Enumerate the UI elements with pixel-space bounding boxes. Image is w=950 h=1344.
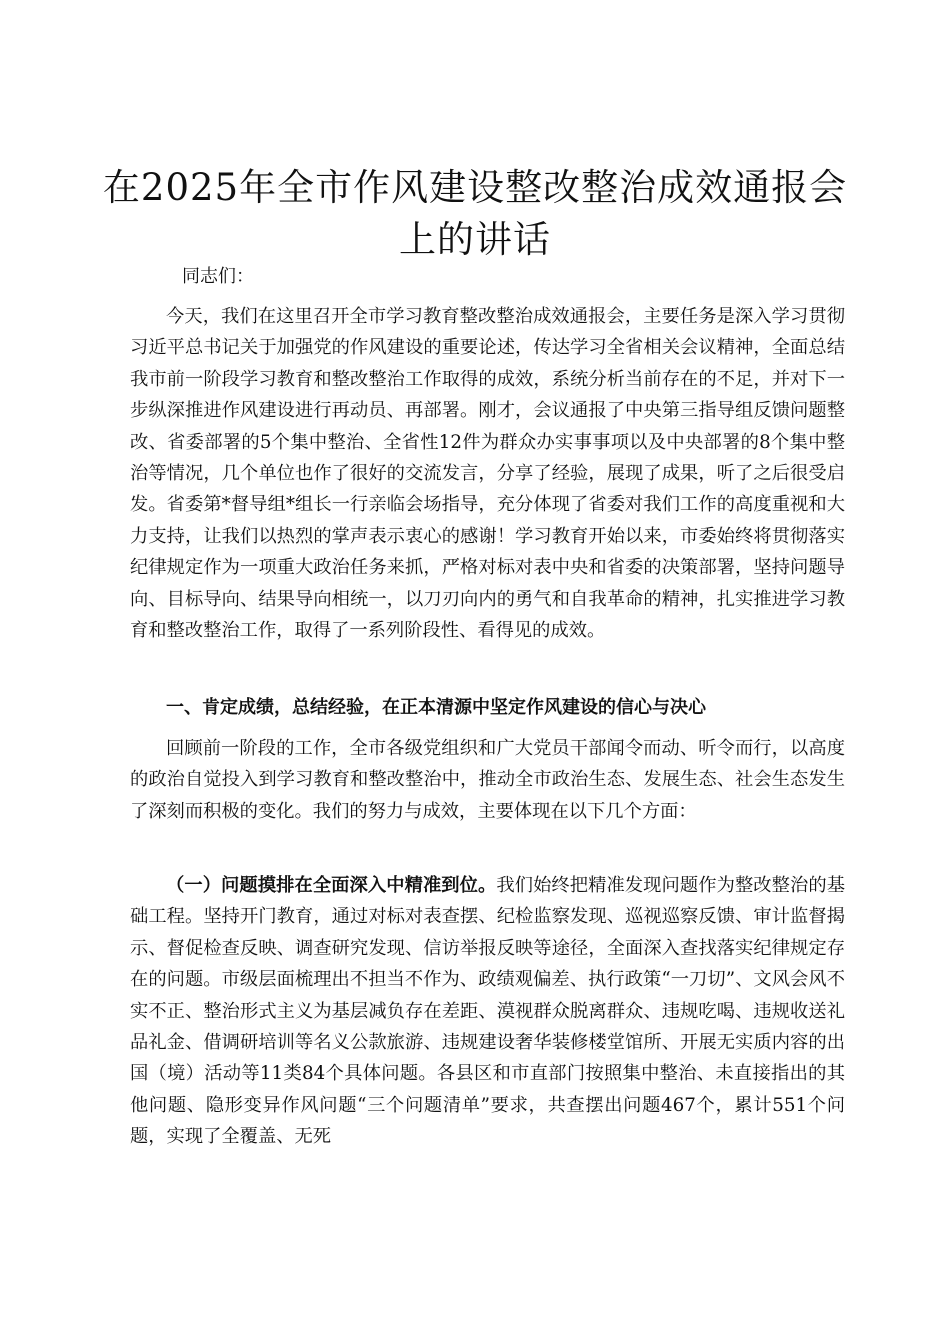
paragraph-lead: （一）问题摸排在全面深入中精准到位。 [166, 875, 497, 896]
paragraph-review: 回顾前一阶段的工作，全市各级党组织和广大党员干部闻令而动、听令而行，以高度的政治自觉投入到学习教育和整改整治中，推动全市政治生态、发展生态、社会生态发生了深刻而积极的变化。我们的努力与成效，主要体现在以下几个方面： [130, 738, 845, 822]
document-title: 在2025年全市作风建设整改整治成效通报会上的讲话 [102, 166, 848, 261]
paragraph-opening: 今天，我们在这里召开全市学习教育整改整治成效通报会，主要任务是深入学习贯彻习近平总书记关于加强党的作风建设的重要论述，传达学习全省相关会议精神，全面总结我市前一阶段学习教育和整改整治工作取得的成效，系统分析当前存在的不足，并对下一步纵深推进作风建设进行再动员、再部署。刚才，会议通报了中央第三指导组反馈问题整改、省委部署的5个集中整治、全省性12件为群众办实事事项以及中央部署的8个集中整治等情况，几个单位也作了很好的交流发言，分享了经验，展现了成果，听了之后很受启发。省委第*督导组*组长一行亲临会场指导，充分体现了省委对我们工作的高度重视和大力支持，让我们以热烈的掌声表示衷心的感谢！学习教育开始以来，市委始终将贯彻落实纪律规定作为一项重大政治任务来抓，严格对标对表中央和省委的决策部署，坚持问题导向、目标导向、结果导向相统一，以刀刃向内的勇气和自我革命的精神，扎实推进学习教育和整改整治工作，取得了一系列阶段性、看得见的成效。 [130, 306, 845, 642]
paragraph-body: 我们始终把精准发现问题作为整改整治的基础工程。坚持开门教育，通过对标对表查摆、纪检监察发现、巡视巡察反馈、审计监督揭示、督促检查反映、调查研究发现、信访举报反映等途径，全面深入查找落实纪律规定存在的问题。市级层面梳理出不担当不作为、政绩观偏差、执行政策“一刀切”、文风会风不实不正、整治形式主义为基层减负存在差距、漠视群众脱离群众、违规吃喝、违规收送礼品礼金、借调研培训等名义公款旅游、违规建设奢华装修楼堂馆所、开展无实质内容的出国（境）活动等11类84个具体问题。各县区和市直部门按照集中整治、未直接指出的其他问题、隐形变异作风问题“三个问题清单”要求，共查摆出问题467个，累计551个问题，实现了全覆盖、无死 [130, 875, 845, 1148]
paragraph-problem-screening [130, 870, 845, 1153]
section-heading: 一、肯定成绩，总结经验，在正本清源中坚定作风建设的信心与决心 [166, 697, 706, 718]
salutation: 同志们： [182, 266, 254, 287]
